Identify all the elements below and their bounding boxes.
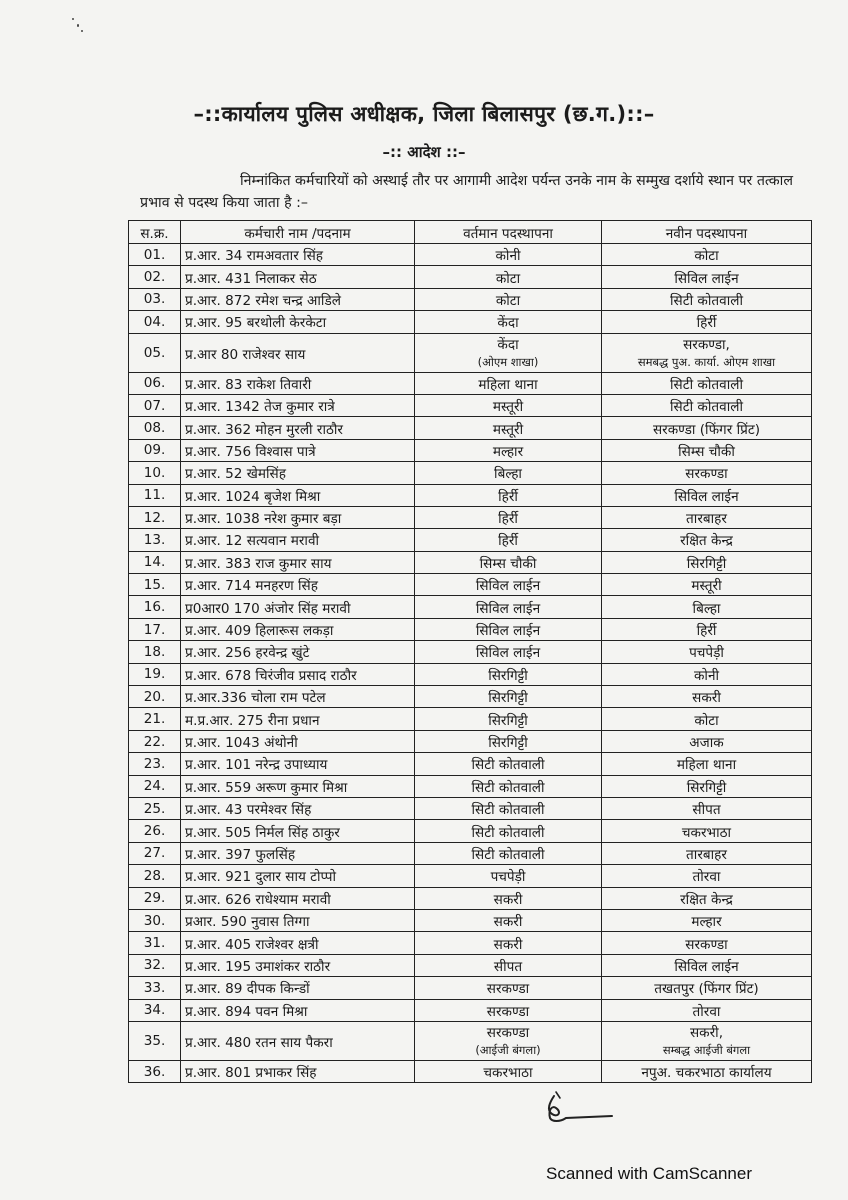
row-current-posting: सिरगिट्टी xyxy=(415,663,602,685)
row-current-posting xyxy=(415,333,602,372)
row-current-posting: सकरी xyxy=(415,932,602,954)
row-new-posting: सरकण्डा xyxy=(602,462,812,484)
table-row xyxy=(129,551,812,573)
row-new-posting xyxy=(602,333,812,372)
row-serial: 21. xyxy=(129,708,181,730)
table-row xyxy=(129,596,812,618)
row-serial: 33. xyxy=(129,977,181,999)
table-row xyxy=(129,977,812,999)
row-employee: प्र0आर0 170 अंजोर सिंह मरावी xyxy=(181,596,415,618)
row-new-posting: कोटा xyxy=(602,244,812,266)
row-serial: 34. xyxy=(129,999,181,1021)
table-row xyxy=(129,1021,812,1060)
row-new-posting xyxy=(602,1021,812,1060)
table-row xyxy=(129,663,812,685)
row-serial: 01. xyxy=(129,244,181,266)
row-employee: प्र.आर 80 राजेश्वर साय xyxy=(181,333,415,372)
row-current-posting xyxy=(415,1021,602,1060)
order-heading: –:: आदेश ::– xyxy=(382,143,466,161)
row-serial: 26. xyxy=(129,820,181,842)
row-current-posting: सिटी कोतवाली xyxy=(415,797,602,819)
row-serial: 17. xyxy=(129,618,181,640)
table-row xyxy=(129,311,812,333)
table-row xyxy=(129,333,812,372)
row-employee: प्र.आर. 256 हरवेन्द्र खुंटे xyxy=(181,641,415,663)
table-row xyxy=(129,730,812,752)
row-new-posting: सरकण्डा xyxy=(602,932,812,954)
row-employee: प्र.आर. 405 राजेश्वर क्षत्री xyxy=(181,932,415,954)
table-row xyxy=(129,439,812,461)
row-current-posting: सरकण्डा xyxy=(415,977,602,999)
row-new-posting: कोटा xyxy=(602,708,812,730)
row-employee: प्र.आर. 383 राज कुमार साय xyxy=(181,551,415,573)
row-employee: प्र.आर. 362 मोहन मुरली राठौर xyxy=(181,417,415,439)
col-new-posting-header: नवीन पदस्थापना xyxy=(602,221,812,244)
row-employee: प्र.आर. 801 प्रभाकर सिंह xyxy=(181,1060,415,1082)
row-serial: 31. xyxy=(129,932,181,954)
row-current-posting-sub: (आईजी बंगला) xyxy=(475,1043,541,1058)
table-row xyxy=(129,797,812,819)
table-row xyxy=(129,842,812,864)
table-row xyxy=(129,574,812,596)
table-row xyxy=(129,932,812,954)
row-current-posting: सकरी xyxy=(415,887,602,909)
table-row xyxy=(129,618,812,640)
row-serial: 02. xyxy=(129,266,181,288)
row-employee: प्र.आर. 756 विश्वास पात्रे xyxy=(181,439,415,461)
row-current-posting: केंदा xyxy=(415,311,602,333)
row-employee: प्र.आर. 101 नरेन्द्र उपाध्याय xyxy=(181,753,415,775)
row-serial: 13. xyxy=(129,529,181,551)
row-current-posting: सिम्स चौकी xyxy=(415,551,602,573)
row-new-posting: सिरगिट्टी xyxy=(602,551,812,573)
row-new-posting: तखतपुर (फिंगर प्रिंट) xyxy=(602,977,812,999)
row-current-posting: हिर्री xyxy=(415,484,602,506)
row-serial: 20. xyxy=(129,686,181,708)
row-serial: 09. xyxy=(129,439,181,461)
row-employee: म.प्र.आर. 275 रीना प्रधान xyxy=(181,708,415,730)
row-serial: 08. xyxy=(129,417,181,439)
row-new-posting-sub: सम्बद्ध आईजी बंगला xyxy=(662,1043,751,1058)
table-row xyxy=(129,753,812,775)
row-new-posting: सिटी कोतवाली xyxy=(602,394,812,416)
table-row xyxy=(129,641,812,663)
row-serial: 29. xyxy=(129,887,181,909)
row-serial: 05. xyxy=(129,333,181,372)
row-current-posting: सिविल लाईन xyxy=(415,596,602,618)
row-current-posting: हिर्री xyxy=(415,529,602,551)
order-intro-text: निम्नांकित कर्मचारियों को अस्थाई तौर पर आगामी आदेश पर्यन्त उनके नाम के सम्मुख दर्शाये स्थान पर तत्काल प्रभाव से पदस्थ किया जाता है :– xyxy=(140,173,793,211)
row-employee: प्र.आर. 559 अरूण कुमार मिश्रा xyxy=(181,775,415,797)
row-serial: 04. xyxy=(129,311,181,333)
col-current-posting-header: वर्तमान पदस्थापना xyxy=(415,221,602,244)
row-current-posting: सिटी कोतवाली xyxy=(415,820,602,842)
row-new-posting: अजाक xyxy=(602,730,812,752)
table-row xyxy=(129,394,812,416)
row-current-posting: पचपेड़ी xyxy=(415,865,602,887)
row-employee: प्र.आर. 52 खेमसिंह xyxy=(181,462,415,484)
row-new-posting: सिविल लाईन xyxy=(602,954,812,976)
row-current-posting: हिर्री xyxy=(415,506,602,528)
row-serial: 18. xyxy=(129,641,181,663)
row-current-posting: सिविल लाईन xyxy=(415,574,602,596)
row-employee: प्र.आर. 95 बरथोली केरकेटा xyxy=(181,311,415,333)
table-row xyxy=(129,484,812,506)
row-employee: प्र.आर. 626 राधेश्याम मरावी xyxy=(181,887,415,909)
row-new-posting: सिविल लाईन xyxy=(602,484,812,506)
row-current-posting: बिल्हा xyxy=(415,462,602,484)
row-new-posting: महिला थाना xyxy=(602,753,812,775)
row-new-posting: सिविल लाईन xyxy=(602,266,812,288)
table-header-row xyxy=(129,221,812,244)
transfer-table xyxy=(128,220,812,1083)
row-employee: प्र.आर. 12 सत्यवान मरावी xyxy=(181,529,415,551)
row-current-posting: सकरी xyxy=(415,909,602,931)
row-current-posting: मल्हार xyxy=(415,439,602,461)
table-row xyxy=(129,266,812,288)
table-row xyxy=(129,909,812,931)
table-row xyxy=(129,954,812,976)
row-current-posting: कोटा xyxy=(415,288,602,310)
row-employee: प्रआर. 590 नुवास तिग्गा xyxy=(181,909,415,931)
row-employee: प्र.आर. 894 पवन मिश्रा xyxy=(181,999,415,1021)
row-new-posting: तोरवा xyxy=(602,999,812,1021)
row-new-posting: चकरभाठा xyxy=(602,820,812,842)
row-new-posting: सिम्स चौकी xyxy=(602,439,812,461)
camscanner-watermark: Scanned with CamScanner xyxy=(546,1164,753,1183)
table-row xyxy=(129,288,812,310)
row-employee: प्र.आर. 195 उमाशंकर राठौर xyxy=(181,954,415,976)
row-new-posting: कोनी xyxy=(602,663,812,685)
row-serial: 23. xyxy=(129,753,181,775)
row-new-posting: सिटी कोतवाली xyxy=(602,288,812,310)
row-employee: प्र.आर. 34 रामअवतार सिंह xyxy=(181,244,415,266)
row-new-posting: सिटी कोतवाली xyxy=(602,372,812,394)
table-row xyxy=(129,506,812,528)
row-employee: प्र.आर. 480 रतन साय पैकरा xyxy=(181,1021,415,1060)
speck xyxy=(81,30,83,32)
row-serial: 14. xyxy=(129,551,181,573)
row-serial: 07. xyxy=(129,394,181,416)
row-new-posting: पचपेड़ी xyxy=(602,641,812,663)
row-employee: प्र.आर. 83 राकेश तिवारी xyxy=(181,372,415,394)
row-new-posting: हिर्री xyxy=(602,618,812,640)
row-current-posting: सिविल लाईन xyxy=(415,618,602,640)
row-new-posting: मल्हार xyxy=(602,909,812,931)
col-serial-header: स.क्र. xyxy=(129,221,181,244)
row-serial: 06. xyxy=(129,372,181,394)
row-new-posting-sub: समबद्ध पुअ. कार्या. ओएम शाखा xyxy=(637,355,776,370)
row-current-posting: सिरगिट्टी xyxy=(415,730,602,752)
row-employee: प्र.आर. 431 निलाकर सेठ xyxy=(181,266,415,288)
row-new-posting: हिर्री xyxy=(602,311,812,333)
row-new-posting: बिल्हा xyxy=(602,596,812,618)
row-current-posting: सिटी कोतवाली xyxy=(415,775,602,797)
table-row xyxy=(129,417,812,439)
office-title: –::कार्यालय पुलिस अधीक्षक, जिला बिलासपुर (छ.ग.)::– xyxy=(193,102,655,126)
row-employee: प्र.आर. 1038 नरेश कुमार बड़ा xyxy=(181,506,415,528)
table-row xyxy=(129,529,812,551)
row-employee: प्र.आर. 505 निर्मल सिंह ठाकुर xyxy=(181,820,415,842)
table-row xyxy=(129,1060,812,1082)
row-employee: प्र.आर.336 चोला राम पटेल xyxy=(181,686,415,708)
row-serial: 16. xyxy=(129,596,181,618)
row-serial: 25. xyxy=(129,797,181,819)
row-serial: 27. xyxy=(129,842,181,864)
row-new-posting: रक्षित केन्द्र xyxy=(602,529,812,551)
table-row xyxy=(129,887,812,909)
row-serial: 15. xyxy=(129,574,181,596)
transfer-table-body xyxy=(129,244,812,1083)
row-current-posting: चकरभाठा xyxy=(415,1060,602,1082)
row-serial: 12. xyxy=(129,506,181,528)
row-current-posting: कोटा xyxy=(415,266,602,288)
row-serial: 32. xyxy=(129,954,181,976)
row-employee: प्र.आर. 397 फुलसिंह xyxy=(181,842,415,864)
row-current-posting: सिरगिट्टी xyxy=(415,708,602,730)
scan-specks xyxy=(70,14,90,44)
row-new-posting-main: सरकण्डा, xyxy=(683,337,730,354)
row-employee: प्र.आर. 409 हिलारूस लकड़ा xyxy=(181,618,415,640)
row-new-posting: सिरगिट्टी xyxy=(602,775,812,797)
row-current-posting: सिटी कोतवाली xyxy=(415,753,602,775)
row-serial: 11. xyxy=(129,484,181,506)
row-current-posting: सरकण्डा xyxy=(415,999,602,1021)
row-serial: 19. xyxy=(129,663,181,685)
row-serial: 36. xyxy=(129,1060,181,1082)
row-employee: प्र.आर. 89 दीपक किन्डों xyxy=(181,977,415,999)
table-row xyxy=(129,686,812,708)
row-employee: प्र.आर. 678 चिरंजीव प्रसाद राठौर xyxy=(181,663,415,685)
row-current-posting: महिला थाना xyxy=(415,372,602,394)
row-current-posting: सिटी कोतवाली xyxy=(415,842,602,864)
row-employee: प्र.आर. 1024 बृजेश मिश्रा xyxy=(181,484,415,506)
row-new-posting: रक्षित केन्द्र xyxy=(602,887,812,909)
row-current-posting-main: केंदा xyxy=(497,337,519,354)
row-current-posting-sub: (ओएम शाखा) xyxy=(477,355,539,370)
row-employee: प्र.आर. 921 दुलार साय टोप्पो xyxy=(181,865,415,887)
table-row xyxy=(129,865,812,887)
row-serial: 03. xyxy=(129,288,181,310)
row-new-posting: सीपत xyxy=(602,797,812,819)
row-employee: प्र.आर. 1043 अंथोनी xyxy=(181,730,415,752)
col-employee-header: कर्मचारी नाम /पदनाम xyxy=(181,221,415,244)
speck xyxy=(72,18,74,20)
row-serial: 28. xyxy=(129,865,181,887)
row-new-posting: सरकण्डा (फिंगर प्रिंट) xyxy=(602,417,812,439)
row-serial: 35. xyxy=(129,1021,181,1060)
row-new-posting-main: सकरी, xyxy=(689,1025,724,1042)
row-current-posting: मस्तूरी xyxy=(415,394,602,416)
table-row xyxy=(129,999,812,1021)
row-new-posting: मस्तूरी xyxy=(602,574,812,596)
table-row xyxy=(129,462,812,484)
row-employee: प्र.आर. 1342 तेज कुमार रात्रे xyxy=(181,394,415,416)
signature xyxy=(540,1088,620,1128)
row-new-posting: तारबाहर xyxy=(602,842,812,864)
table-row xyxy=(129,708,812,730)
row-employee: प्र.आर. 43 परमेश्वर सिंह xyxy=(181,797,415,819)
row-new-posting: सकरी xyxy=(602,686,812,708)
table-row xyxy=(129,775,812,797)
row-current-posting-main: सरकण्डा xyxy=(486,1025,530,1042)
table-row xyxy=(129,372,812,394)
row-current-posting: सिरगिट्टी xyxy=(415,686,602,708)
row-serial: 24. xyxy=(129,775,181,797)
row-serial: 10. xyxy=(129,462,181,484)
row-employee: प्र.आर. 872 रमेश चन्द्र आडिले xyxy=(181,288,415,310)
row-employee: प्र.आर. 714 मनहरण सिंह xyxy=(181,574,415,596)
row-serial: 22. xyxy=(129,730,181,752)
speck xyxy=(77,24,79,27)
row-current-posting: मस्तूरी xyxy=(415,417,602,439)
row-new-posting: तारबाहर xyxy=(602,506,812,528)
row-current-posting: कोनी xyxy=(415,244,602,266)
table-row xyxy=(129,820,812,842)
row-serial: 30. xyxy=(129,909,181,931)
row-new-posting: तोरवा xyxy=(602,865,812,887)
row-current-posting: सीपत xyxy=(415,954,602,976)
table-row xyxy=(129,244,812,266)
row-current-posting: सिविल लाईन xyxy=(415,641,602,663)
row-new-posting: नपुअ. चकरभाठा कार्यालय xyxy=(602,1060,812,1082)
